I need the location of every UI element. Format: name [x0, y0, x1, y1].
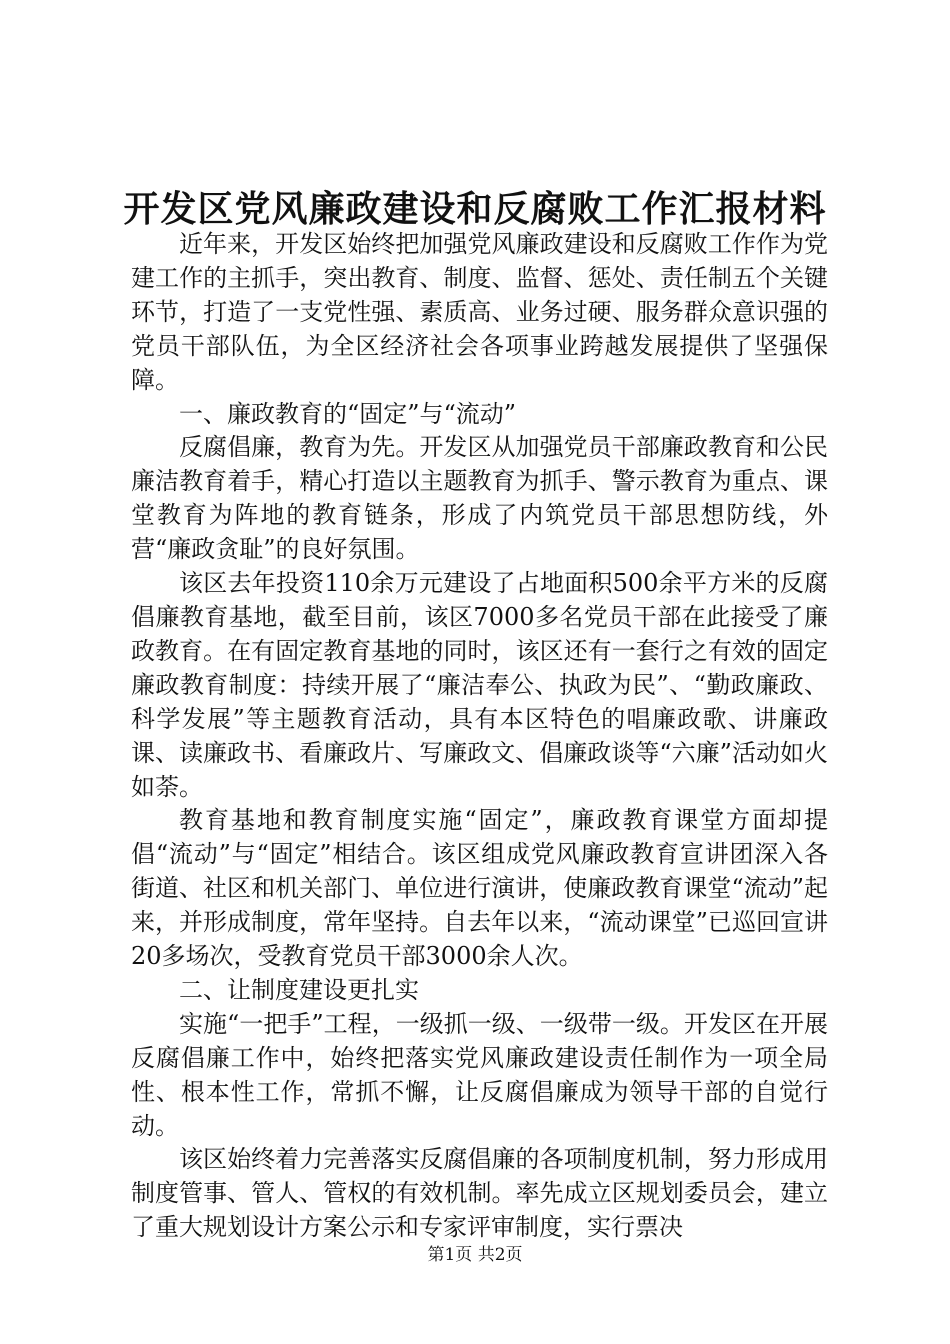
paragraph: 教育基地和教育制度实施“固定”，廉政教育课堂方面却提倡“流动”与“固定”相结合。该区组成党风廉政教育宣讲团深入各街道、社区和机关部门、单位进行演讲，使廉政教育课堂“流动”起来，并形成制度，常年坚持。自去年以来，“流动课堂”已巡回宣讲20多场次，受教育党员干部3000余人次。 [131, 806, 828, 971]
document-body [131, 228, 828, 1245]
paragraph-intro: 近年来，开发区始终把加强党风廉政建设和反腐败工作作为党建工作的主抓手，突出教育、制度、监督、惩处、责任制五个关键环节，打造了一支党性强、素质高、业务过硬、服务群众意识强的党员干部队伍，为全区经济社会各项事业跨越发展提供了坚强保障。 [131, 230, 828, 394]
document-title: 开发区党风廉政建设和反腐败工作汇报材料 [123, 188, 827, 230]
paragraph: 实施“一把手”工程，一级抓一级、一级带一级。开发区在开展反腐倡廉工作中，始终把落实党风廉政建设责任制作为一项全局性、根本性工作，常抓不懈，让反腐倡廉成为领导干部的自觉行动。 [131, 1009, 828, 1140]
paragraph: 该区去年投资110余万元建设了占地面积500余平方米的反腐倡廉教育基地，截至目前，该区7000多名党员干部在此接受了廉政教育。在有固定教育基地的同时，该区还有一套行之有效的固定廉政教育制度：持续开展了“廉洁奉公、执政为民”、“勤政廉政、科学发展”等主题教育活动，具有本区特色的唱廉政歌、讲廉政课、读廉政书、看廉政片、写廉政文、倡廉政谈等“六廉”活动如火如荼。 [131, 569, 828, 801]
section-heading-1: 一、廉政教育的“固定”与“流动” [179, 399, 517, 428]
paragraph: 反腐倡廉，教育为先。开发区从加强党员干部廉政教育和公民廉洁教育着手，精心打造以主题教育为抓手、警示教育为重点、课堂教育为阵地的教育链条，形成了内筑党员干部思想防线，外营“廉政贪耻”的良好氛围。 [131, 433, 828, 564]
paragraph: 该区始终着力完善落实反腐倡廉的各项制度机制，努力形成用制度管事、管人、管权的有效机制。率先成立区规划委员会，建立了重大规划设计方案公示和专家评审制度，实行票决 [131, 1145, 828, 1242]
section-heading-2: 二、让制度建设更扎实 [179, 975, 419, 1004]
page-footer: 第1页 共2页 [427, 1245, 523, 1265]
